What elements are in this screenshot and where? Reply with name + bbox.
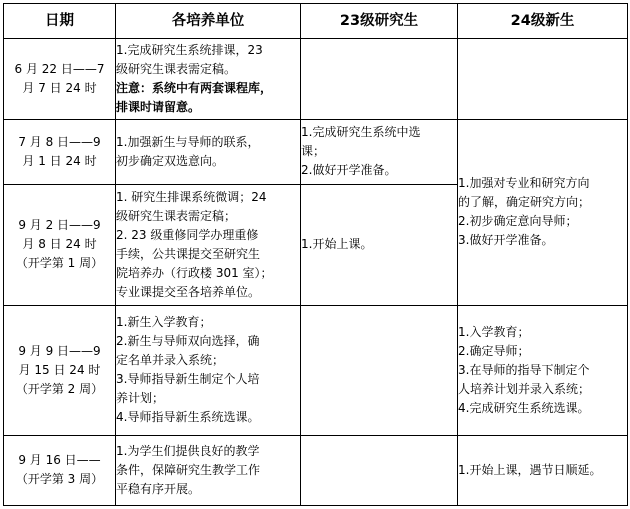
grade24-merged-cell: 1.加强对专业和研究方向 的了解，确定研究方向； 2.初步确定意向导师； 3.做好开学准备。 [458, 119, 628, 305]
schedule-table [3, 3, 628, 506]
header-grade23: 23级研究生 [301, 4, 458, 39]
date-cell: 9 月 2 日——9 月 8 日 24 时 （开学第 1 周） [4, 184, 116, 305]
grade24-cell [458, 39, 628, 120]
units-cell: 1.为学生们提供良好的教学 条件，保障研究生教学工作 平稳有序开展。 [116, 435, 301, 505]
units-cell: 1.完成研究生系统排课，23 级研究生课表需定稿。 注意：系统中有两套课程库， 排课时请留意。 [116, 39, 301, 120]
grade23-cell: 1.完成研究生系统中选 课； 2.做好开学准备。 [301, 119, 458, 184]
grade23-cell [301, 305, 458, 435]
header-row [4, 4, 628, 39]
note-text: 排课时请留意。 [116, 99, 201, 114]
grade24-cell: 1.开始上课，遇节日顺延。 [458, 435, 628, 505]
grade24-cell: 1.入学教育； 2.确定导师； 3.在导师的指导下制定个 人培养计划并录入系统； 4.完成研究生系统选课。 [458, 305, 628, 435]
table-row [4, 435, 628, 505]
grade23-cell [301, 39, 458, 120]
units-cell: 1.新生入学教育； 2.新生与导师双向选择，确 定名单并录入系统； 3.导师指导新生制定个人培 养计划； 4.导师指导新生系统选课。 [116, 305, 301, 435]
note-text: 注意：系统中有两套课程库， [116, 80, 273, 95]
header-units: 各培养单位 [116, 4, 301, 39]
units-cell: 1.加强新生与导师的联系， 初步确定双选意向。 [116, 119, 301, 184]
units-cell: 1. 研究生排课系统微调；24 级研究生课表需定稿； 2. 23 级重修同学办理重修 手续，公共课提交至研究生 院培养办（行政楼 301 室）； 专业课提交至各培养单位。 [116, 184, 301, 305]
header-date: 日期 [4, 4, 116, 39]
table-row [4, 305, 628, 435]
header-grade24: 24级新生 [458, 4, 628, 39]
date-cell: 7 月 8 日——9 月 1 日 24 时 [4, 119, 116, 184]
date-cell: 6 月 22 日——7 月 7 日 24 时 [4, 39, 116, 120]
table-row [4, 39, 628, 120]
grade23-cell: 1.开始上课。 [301, 184, 458, 305]
date-cell: 9 月 9 日——9 月 15 日 24 时 （开学第 2 周） [4, 305, 116, 435]
date-cell: 9 月 16 日—— （开学第 3 周） [4, 435, 116, 505]
table-row [4, 119, 628, 184]
grade23-cell [301, 435, 458, 505]
